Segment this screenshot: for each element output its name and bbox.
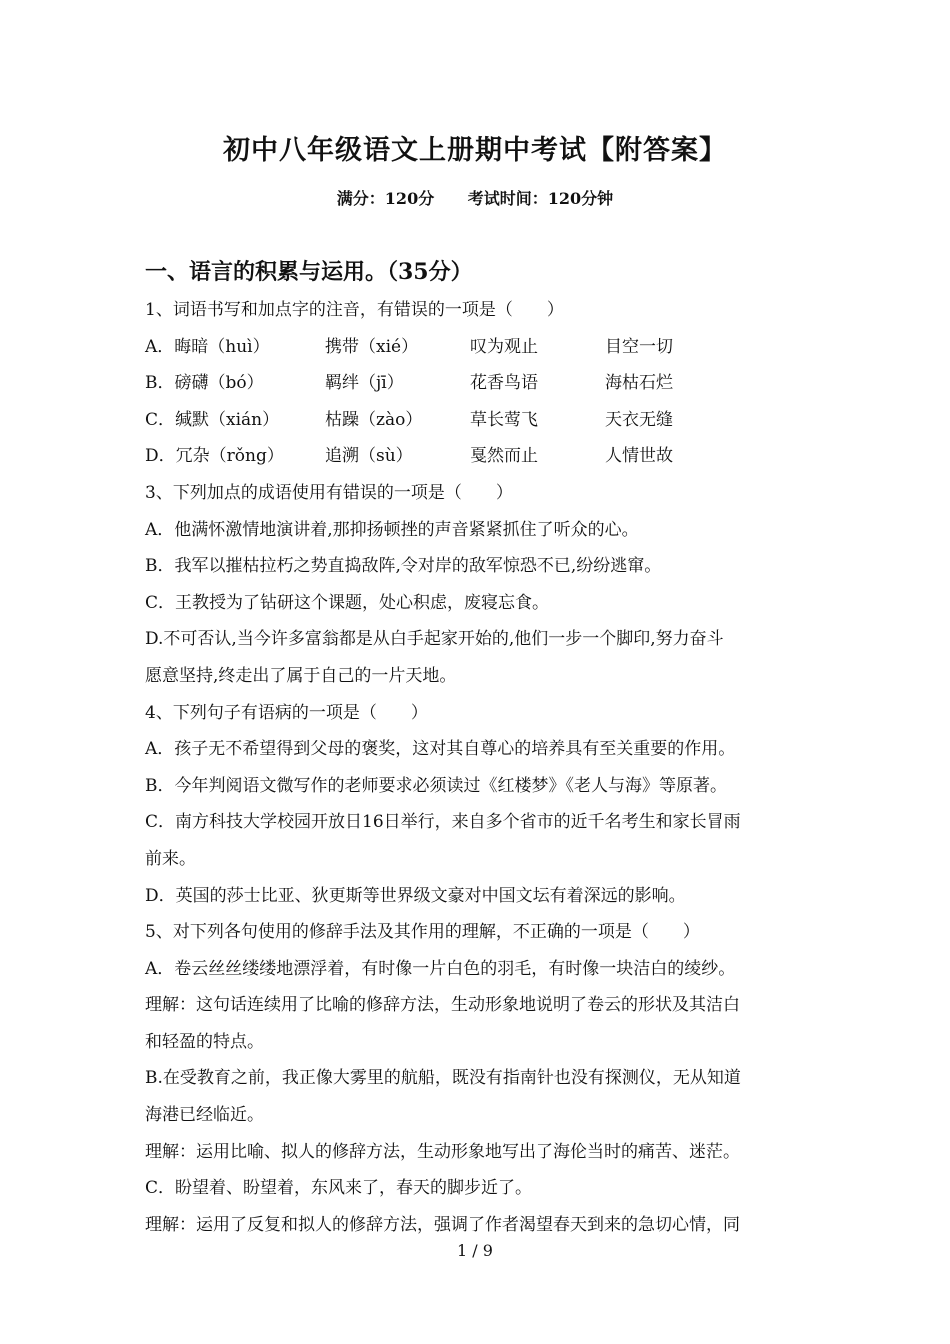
- q4-option-b: B．今年判阅语文微写作的老师要求必须读过《红楼梦》《老人与海》等原著。: [145, 775, 727, 796]
- q5-c-explanation: 理解：运用了反复和拟人的修辞方法，强调了作者渴望春天到来的急切心情，同: [145, 1214, 740, 1235]
- q1-option-d: [145, 438, 815, 475]
- q3-option-a: A．他满怀激情地演讲着,那抑扬顿挫的声音紧紧抓住了听众的心。: [145, 519, 639, 540]
- q3-option-d-line1: D.不可否认,当今许多富翁都是从白手起家开始的,他们一步一个脚印,努力奋斗: [145, 629, 724, 650]
- q5-stem: 5、对下列各句使用的修辞手法及其作用的理解，不正确的一项是（ ）: [145, 922, 700, 943]
- section-heading: 一、语言的积累与运用。（35分）: [145, 259, 473, 285]
- q1-c-word2: 枯躁（zào）: [325, 409, 423, 430]
- q4-option-c-line1: C．南方科技大学校园开放日16日举行，来自多个省市的近千名考生和家长冒雨: [145, 812, 741, 833]
- question-list: [145, 292, 815, 1243]
- q1-c-word1: C．缄默（xián）: [145, 409, 280, 430]
- q3-option-c: C．王教授为了钻研这个课题，处心积虑，废寝忘食。: [145, 592, 550, 613]
- q5-a-explanation-line1: 理解：这句话连续用了比喻的修辞方法，生动形象地说明了卷云的形状及其洁白: [145, 995, 740, 1016]
- exam-meta: [0, 186, 950, 209]
- document-title: 初中八年级语文上册期中考试【附答案】: [223, 135, 727, 166]
- full-score: 满分：120分: [336, 189, 435, 208]
- q1-a-word3: 叹为观止: [470, 336, 538, 357]
- q1-b-word4: 海枯石烂: [605, 373, 673, 394]
- q4-option-c-line2: 前来。: [145, 848, 196, 869]
- q1-option-b: [145, 365, 815, 402]
- q5-a-explanation-line2: 和轻盈的特点。: [145, 1031, 264, 1052]
- q1-a-word2: 携带（xié）: [325, 336, 419, 357]
- q4-option-a: A．孩子无不希望得到父母的褒奖，这对其自尊心的培养具有至关重要的作用。: [145, 739, 736, 760]
- q3-option-d-line2: 愿意坚持,终走出了属于自己的一片天地。: [145, 665, 457, 686]
- q1-option-c: [145, 402, 815, 439]
- q5-option-b-line1: B.在受教育之前，我正像大雾里的航船，既没有指南针也没有探测仪，无从知道: [145, 1068, 741, 1089]
- q5-option-a: A．卷云丝丝缕缕地漂浮着，有时像一片白色的羽毛，有时像一块洁白的绫纱。: [145, 958, 736, 979]
- q1-d-word2: 追溯（sù）: [325, 446, 413, 467]
- q3-option-b: B．我军以摧枯拉朽之势直捣敌阵,令对岸的敌军惊恐不已,纷纷逃窜。: [145, 556, 662, 577]
- q1-b-word2: 羁绊（jī）: [325, 373, 404, 394]
- q1-c-word3: 草长莺飞: [470, 409, 538, 430]
- q1-b-word3: 花香鸟语: [470, 373, 538, 394]
- q1-b-word1: B．磅礴（bó）: [145, 373, 264, 394]
- q3-stem: 3、下列加点的成语使用有错误的一项是（ ）: [145, 482, 513, 503]
- q1-d-word1: D．冗杂（rǒng）: [145, 446, 284, 467]
- q1-a-word1: A．晦暗（huì）: [145, 336, 270, 357]
- q1-a-word4: 目空一切: [605, 336, 673, 357]
- q4-option-d: D．英国的莎士比亚、狄更斯等世界级文豪对中国文坛有着深远的影响。: [145, 885, 686, 906]
- q5-b-explanation: 理解：运用比喻、拟人的修辞方法，生动形象地写出了海伦当时的痛苦、迷茫。: [145, 1141, 740, 1162]
- q1-d-word3: 戛然而止: [470, 446, 538, 467]
- q1-option-a: [145, 329, 815, 366]
- q1-stem: 1、词语书写和加点字的注音，有错误的一项是（ ）: [145, 300, 564, 320]
- q5-option-b-line2: 海港已经临近。: [145, 1105, 264, 1126]
- q5-option-c: C．盼望着、盼望着，东风来了，春天的脚步近了。: [145, 1178, 533, 1199]
- page-number: 1 / 9: [457, 1241, 493, 1260]
- q1-d-word4: 人情世故: [605, 446, 673, 467]
- exam-time: 考试时间：120分钟: [467, 189, 614, 208]
- q1-c-word4: 天衣无缝: [605, 409, 673, 430]
- q4-stem: 4、下列句子有语病的一项是（ ）: [145, 702, 428, 723]
